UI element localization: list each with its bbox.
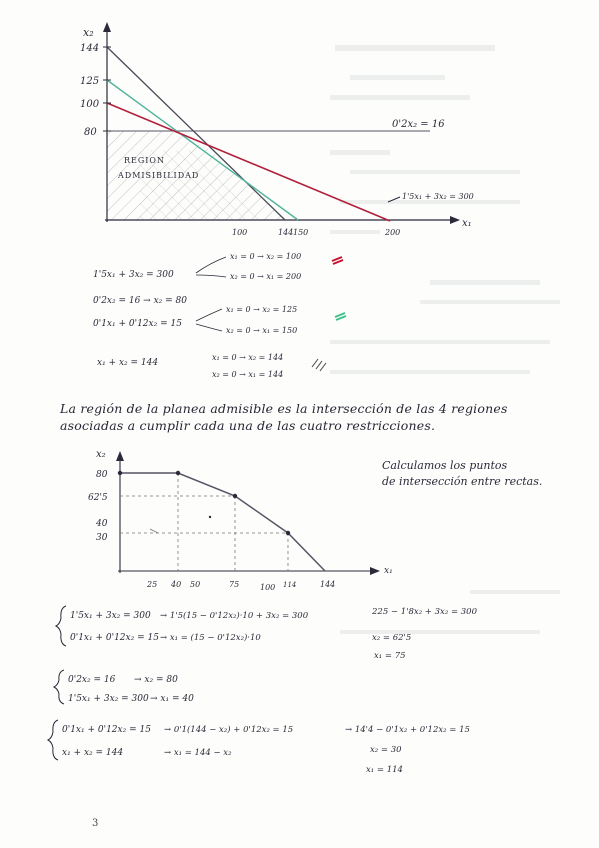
graph1-x-axis-label: x₁: [462, 218, 472, 229]
graph1-y-tick-80: 80: [84, 127, 97, 138]
s3-eq1: 0'1x₁ + 0'12x₂ = 15: [62, 725, 151, 735]
x-axis-arrow: [450, 216, 460, 224]
graph1-y-axis-label: x₂: [83, 26, 94, 39]
constraint-label-bottom: 1'5x₁ + 3x₂ = 300: [402, 192, 474, 201]
equation-systems: [0, 598, 599, 798]
graph2-x-axis-label: x₁: [384, 566, 393, 576]
graph2-x-tick-75: 75: [229, 580, 240, 589]
brace-1: [56, 606, 66, 646]
s3-r3: x₁ = 114: [366, 765, 403, 775]
graph2-y-tick-40: 40: [96, 519, 108, 529]
s1-r3: x₁ = 75: [374, 651, 406, 661]
s3-r1: → 14'4 − 0'1x₂ + 0'12x₂ = 15: [345, 725, 470, 735]
graph2-x-tick-50: 50: [190, 580, 201, 589]
explanation-paragraph: La región de la planea admisible es la intersección de las 4 regiones asociadas a cumplir cada una de las cuatro restricciones.: [60, 401, 508, 433]
c3-equation: 0'1x₁ + 0'12x₂ = 15: [93, 319, 182, 329]
y-axis-arrow: [103, 22, 111, 32]
c1-result-a: x₁ = 0 → x₂ = 100: [230, 252, 302, 261]
s1-r1: 225 − 1'8x₂ + 3x₂ = 300: [372, 607, 477, 617]
brace-2: [54, 670, 64, 704]
s3-step2: → x₁ = 144 − x₂: [164, 748, 232, 758]
graph2-y-tick-80: 80: [96, 470, 108, 480]
note-line-2: de intersección entre rectas.: [382, 475, 543, 488]
calculation-note: [382, 458, 552, 490]
c1-equation: 1'5x₁ + 3x₂ = 300: [93, 270, 174, 280]
graph2-x-tick-100: 100: [260, 583, 276, 592]
graph2-y-tick-30: 30: [96, 533, 108, 543]
s2-eq1: 0'2x₂ = 16: [68, 675, 116, 685]
s3-eq2: x₁ + x₂ = 144: [62, 748, 124, 758]
feasible-boundary: [120, 473, 325, 571]
red-marker: [332, 257, 343, 264]
c3-result-b: x₂ = 0 → x₁ = 150: [226, 326, 298, 335]
graph2-y-tick-62-5: 62'5: [88, 493, 108, 503]
graph2-y-axis-label: x₂: [96, 449, 106, 460]
s2-step1: → x₂ = 80: [134, 675, 178, 685]
s1-step1: → 1'5(15 − 0'12x₂)·10 + 3x₂ = 300: [160, 611, 309, 621]
s2-eq2: 1'5x₁ + 3x₂ = 300: [68, 694, 149, 704]
intercept-calculations: [0, 245, 599, 390]
graph1-y-tick-100: 100: [80, 99, 100, 110]
graph1-y-tick-125: 125: [80, 76, 100, 87]
c3-result-a: x₁ = 0 → x₂ = 125: [226, 305, 298, 314]
graph1-x-tick-200: 200: [385, 228, 401, 237]
graph1-y-tick-144: 144: [80, 43, 100, 54]
brace-3: [48, 720, 58, 760]
region-label-2: ADMISIBILIDAD: [118, 171, 200, 180]
s1-step2: → x₁ = (15 − 0'12x₂)·10: [160, 633, 261, 643]
s2-step2: → x₁ = 40: [150, 694, 194, 704]
region-label-1: REGION: [124, 156, 165, 165]
s1-eq1: 1'5x₁ + 3x₂ = 300: [70, 611, 151, 621]
constraint-label-top: 0'2x₂ = 16: [392, 119, 445, 130]
graph1-x-tick-150: 150: [293, 228, 309, 237]
feasible-region-graph: [0, 0, 599, 260]
note-line-1: Calculamos los puntos: [382, 459, 508, 472]
c4-result-b: x₂ = 0 → x₁ = 144: [212, 370, 284, 379]
graph1-x-tick-100: 100: [232, 228, 248, 237]
green-marker: [335, 313, 346, 320]
graph2-x-tick-114: 114: [283, 581, 297, 589]
graph2-x-tick-25: 25: [147, 580, 158, 589]
s1-r2: x₂ = 62'5: [372, 633, 412, 643]
page-number: 3: [92, 818, 99, 829]
s3-r2: x₂ = 30: [370, 745, 402, 755]
c2-equation: 0'2x₂ = 16 → x₂ = 80: [93, 296, 187, 306]
c1-result-b: x₂ = 0 → x₁ = 200: [230, 272, 302, 281]
s1-eq2: 0'1x₁ + 0'12x₂ = 15: [70, 633, 159, 643]
c4-equation: x₁ + x₂ = 144: [97, 358, 159, 368]
pointer-arrow: [388, 197, 400, 202]
graph2-x-tick-40: 40: [171, 580, 182, 589]
graph1-x-tick-144: 144: [278, 228, 294, 237]
graph2-x-tick-144: 144: [320, 580, 336, 589]
c4-result-a: x₁ = 0 → x₂ = 144: [212, 353, 284, 362]
s3-step1: → 0'1(144 − x₂) + 0'12x₂ = 15: [164, 725, 294, 735]
gray-marker: [312, 359, 326, 371]
